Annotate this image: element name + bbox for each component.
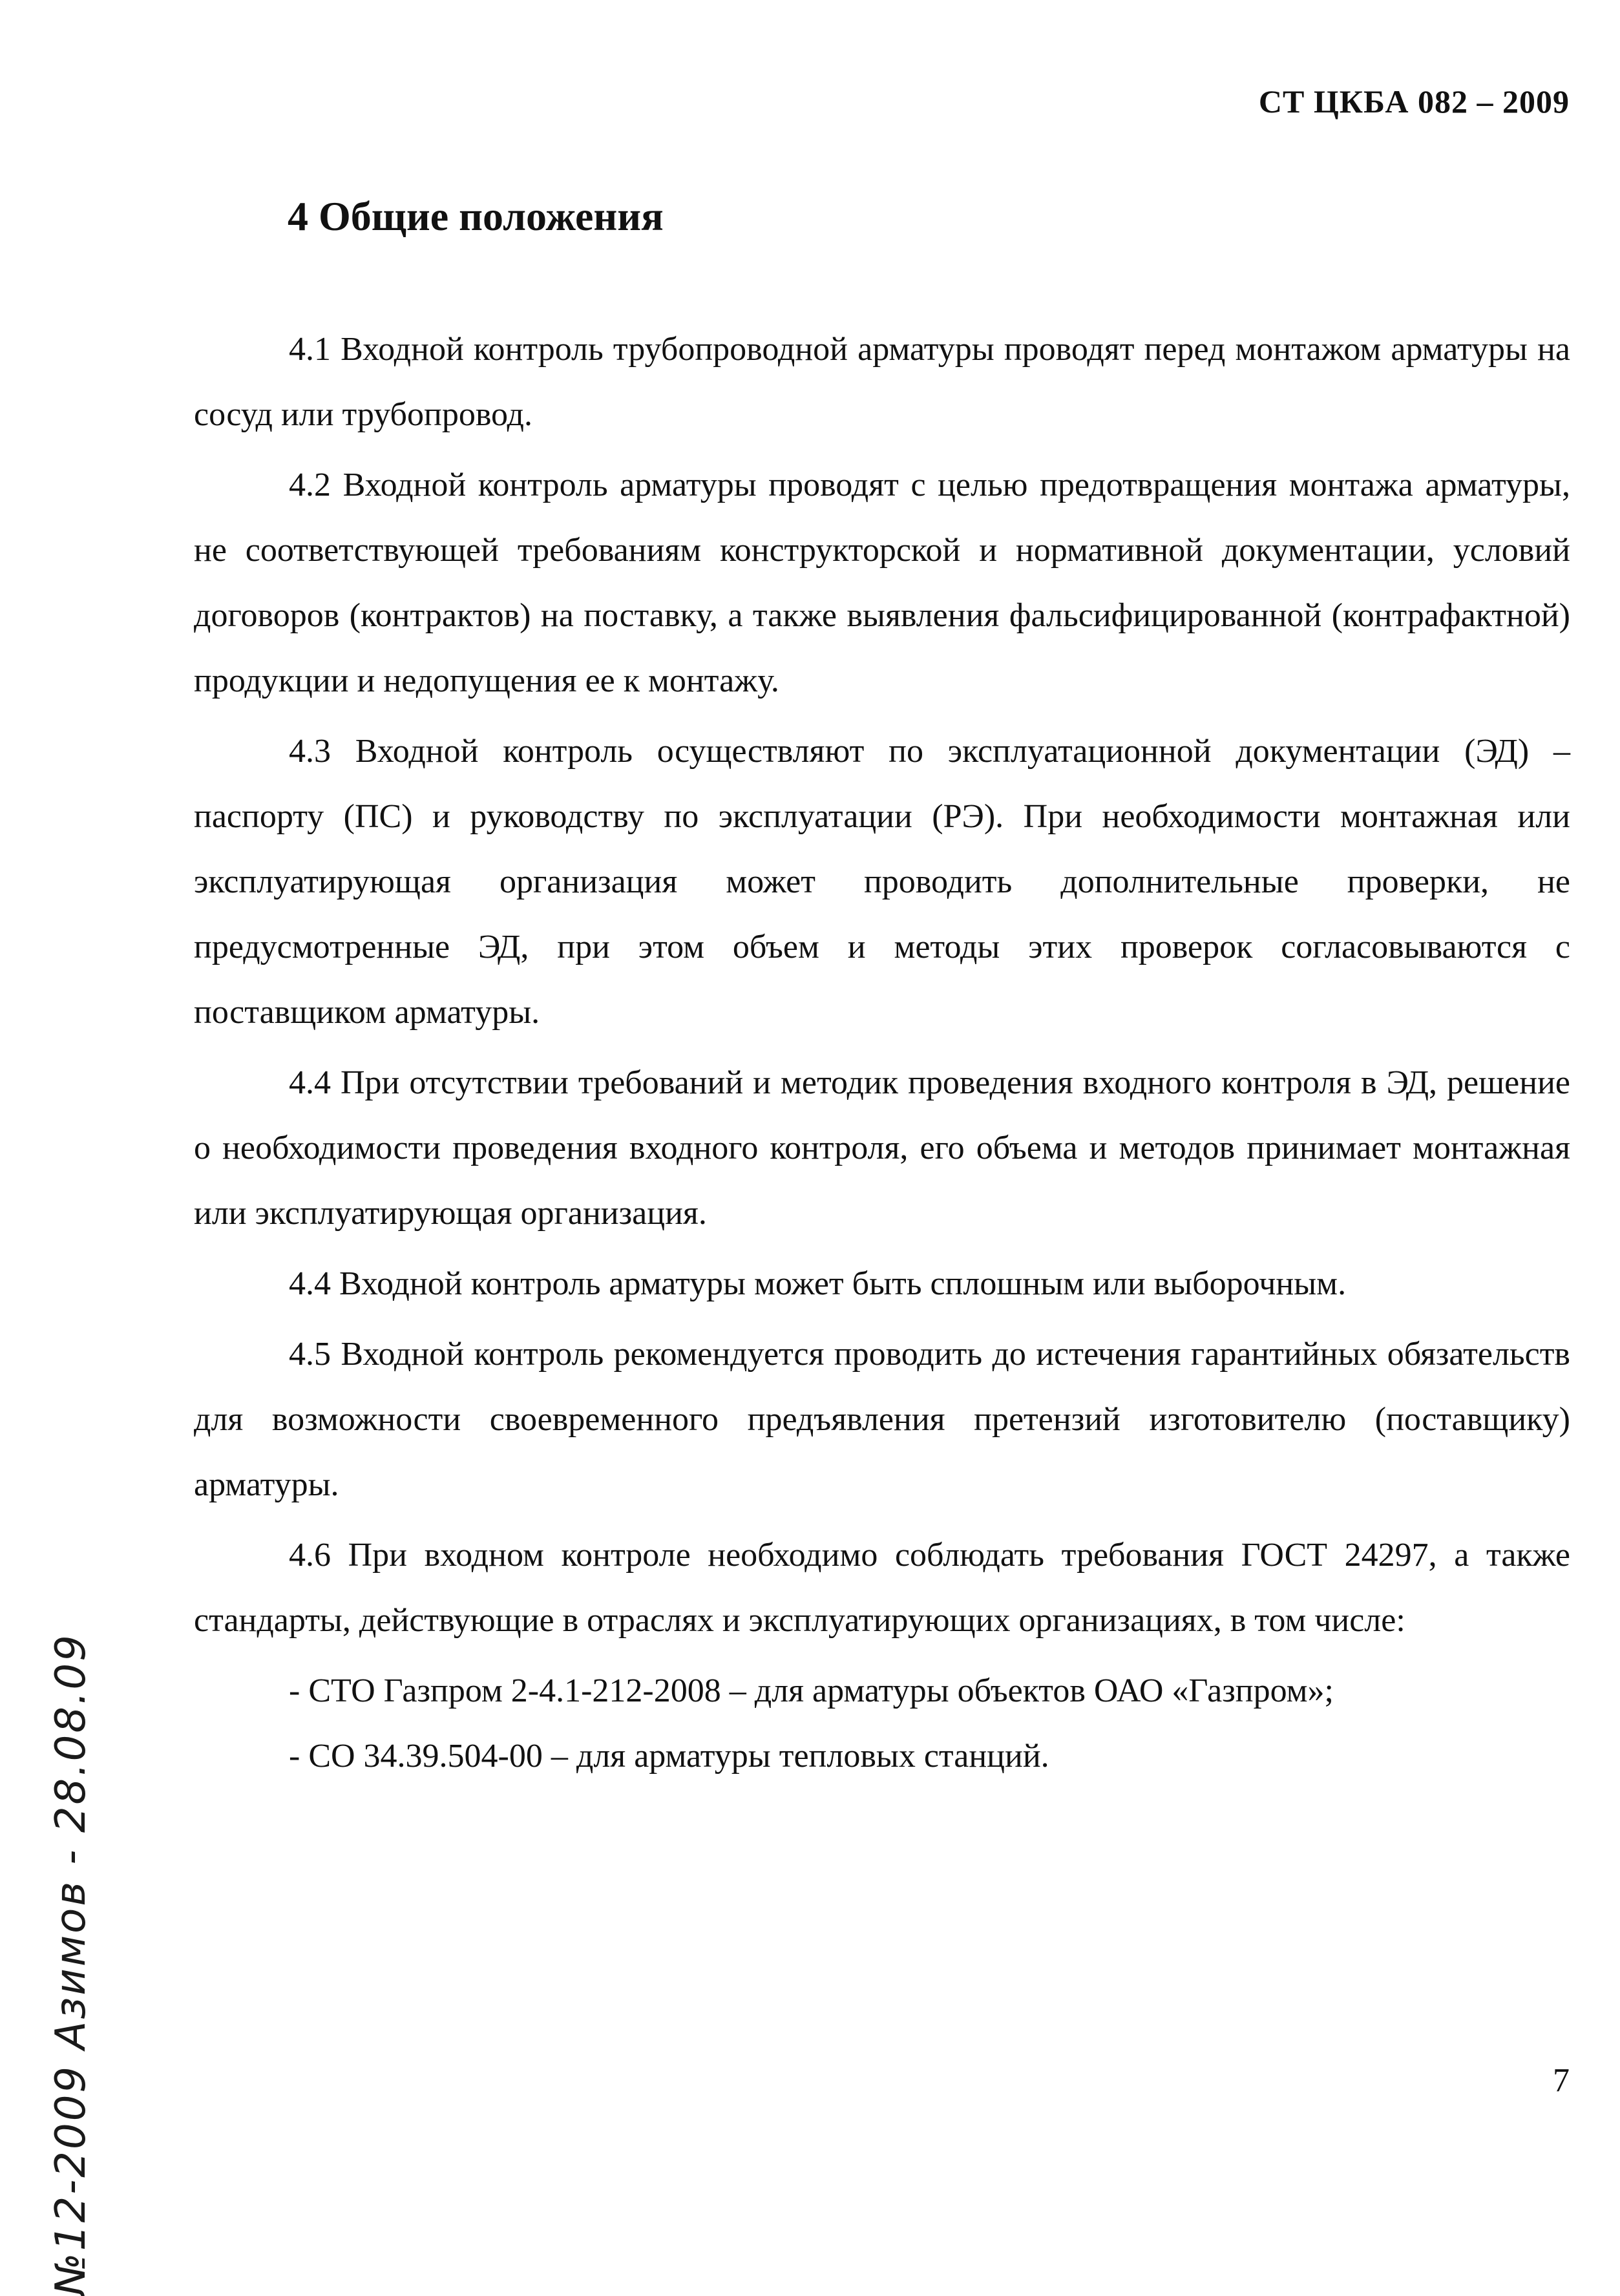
document-code: СТ ЦКБА 082 – 2009 xyxy=(1258,83,1570,120)
paragraph-4-2: 4.2 Входной контроль арматуры проводят с целью предотвращения монтажа арматуры, не соответствующей требованиям конструкторской и нормативной документации, условий договоров (контрактов) на поставку, а также выявления фальсифицированной (контрафактной) продукции и недопущения ее к монтажу. xyxy=(194,467,1570,699)
section-title: 4 Общие положения xyxy=(288,193,664,239)
paragraph-4-4-b: 4.4 Входной контроль арматуры может быть сплошным или выборочным. xyxy=(289,1265,1347,1302)
list-item-thermal-stations: - СО 34.39.504-00 – для арматуры тепловых станций. xyxy=(289,1738,1049,1775)
paragraph-4-6: 4.6 При входном контроле необходимо соблюдать требования ГОСТ 24297, а также стандарты, действующие в отраслях и эксплуатирующих организациях, в том числе: xyxy=(194,1537,1570,1639)
page-number: 7 xyxy=(1553,2062,1570,2099)
paragraph-4-5: 4.5 Входной контроль рекомендуется проводить до истечения гарантийных обязательств для возможности своевременного предъявления претензий изготовителю (поставщику) арматуры. xyxy=(194,1336,1570,1503)
paragraph-4-4-a: 4.4 При отсутствии требований и методик проведения входного контроля в ЭД, решение о необходимости проведения входного контроля, его объема и методов принимает монтажная или эксплуатирующая организация. xyxy=(194,1064,1570,1232)
section-body xyxy=(194,317,1570,1789)
handwritten-note-text: №12-2009 Азимов - 28.08.09 xyxy=(47,1633,95,2296)
list-item-gazprom: - СТО Газпром 2-4.1-212-2008 – для арматуры объектов ОАО «Газпром»; xyxy=(289,1672,1334,1709)
paragraph-4-3: 4.3 Входной контроль осуществляют по эксплуатационной документации (ЭД) – паспорту (ПС) и руководству по эксплуатации (РЭ). При необходимости монтажная или эксплуатирующая организация может проводить дополнительные проверки, не предусмотренные ЭД, при этом объем и методы этих проверок согласовываются с поставщиком арматуры. xyxy=(194,733,1570,1031)
handwritten-signature-note xyxy=(16,1633,126,2296)
paragraph-4-1: 4.1 Входной контроль трубопроводной арматуры проводят перед монтажом арматуры на сосуд или трубопровод. xyxy=(194,331,1570,433)
